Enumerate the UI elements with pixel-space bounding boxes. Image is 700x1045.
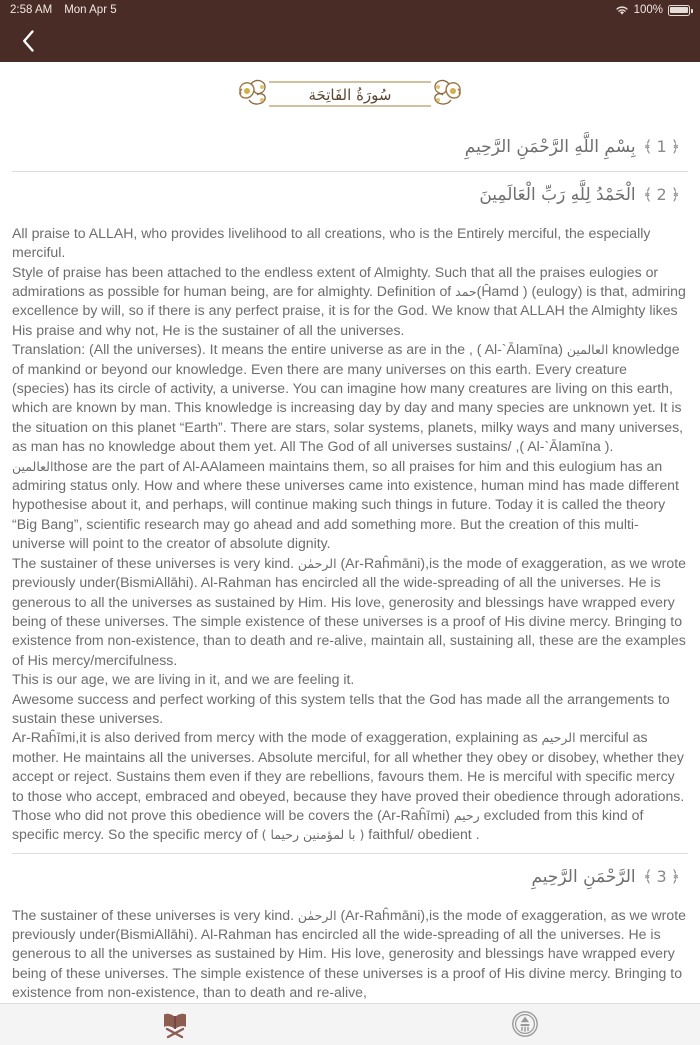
verse-row-1[interactable] — [12, 124, 688, 171]
verse-marker-open-2: ﴿ — [670, 184, 680, 204]
chevron-left-icon — [22, 30, 35, 52]
tafsir-text: Translation: (All the universes). It means the entire universe as are in the , ( Al-`Ālamīna) — [12, 341, 567, 358]
status-time: 2:58 AM — [10, 4, 53, 16]
tafsir-paragraph — [12, 728, 688, 844]
verse-marker-close-1: ﴾ — [643, 137, 653, 156]
verse-marker-open-1: ﴿ — [670, 137, 680, 156]
quran-book-icon — [160, 1010, 190, 1038]
arabic-inline-raheem-1: الرحيم — [541, 730, 576, 746]
verse-arabic-3: الرَّحْمَنِ الرَّحِيمِ — [531, 866, 636, 887]
surah-content-scroll[interactable] — [0, 62, 700, 1003]
navigation-bar — [0, 20, 700, 62]
verse-arabic-1: بِسْمِ اللَّهِ الرَّحْمَنِ الرَّحِيمِ — [464, 137, 636, 157]
arabic-inline-bilmumineen: ( با لمؤمنين رحيما ) — [261, 827, 365, 843]
tafsir-text: (Ĥamd ) (eulogy) is that, admiring excellence by will, so if there is any perfect praise, it is for the God. We know that ALLAH the Almighty likes His praise and why not, He is the sustainer of all the universes. — [12, 283, 686, 338]
surah-title-banner — [12, 62, 688, 124]
arabic-inline-hamd: حمد — [455, 284, 477, 299]
tafsir-text: The sustainer of these universes is very kind. — [12, 554, 298, 571]
wifi-icon — [615, 5, 629, 16]
tafsir-paragraph: All praise to ALLAH, who provides livelihood to all creations, who is the Entirely merciful, the especially merciful. — [12, 224, 651, 261]
tafsir-paragraph — [12, 906, 688, 1003]
verse-number-3: 3 — [656, 866, 667, 886]
battery-icon — [668, 5, 690, 16]
tafsir-text: (Ar-Raĥmāni),is the mode of exaggeration, as we wrote previously under(BismiAllāhi). Al-Rahman has encircled all the wide-spreading of all the universes. He is generous to all the universes as sustained by Him. His love, generosity and blessings have wrapped every being of these universes. The simple existence of these universes is a proof of His divine mercy. Bringing to existence from non-existence, than to death and re-alive, — [12, 906, 686, 1001]
tafsir-text: Ar-Raĥīmi,it is also derived from mercy with the mode of exaggeration, explaining as — [12, 729, 542, 746]
tafsir-text: The sustainer of these universes is very kind. — [12, 906, 298, 923]
tafsir-paragraph — [12, 340, 688, 553]
tafsir-text: merciful as mother. He maintains all the universes. Absolute merciful, for all whether they obey or disobey, whether they accept or reject. Sustains them even if they are rebellions, favours them. He is merciful with specific mercy to those who accept, embraced and obeyed, because they have proved their obedience through adorations. Those who did not prove this obedience will be covers the (Ar-Raĥīmi) — [12, 729, 685, 823]
tafsir-text: (Ar-Raĥmāni),is the mode of exaggeration, as we wrote previously under(BismiAllāhi). Al-Rahman has encircled all the wide-spreading of all the universes. He is generous to all the universes as sustained by Him. His love, generosity and blessings have wrapped every being of these universes. The simple existence of these universes is a proof of His divine mercy. Bringing to existence from non-existence, than to death and re-alive, maintain all, sustaining all, these are the examples of His mercy/mercifulness. — [12, 554, 686, 668]
tafsir-text: knowledge of mankind or beyond our knowledge. Even there are many universes on this earth. Every creature (species) has its circle of activity, a universe. You can imagine how many creatures are living on this earth, which are known by man. This knowledge is increasing day by day and many species are unknown yet. It is the situation on this planet “Earth”. There are stars, solar systems, planets, milky ways and many universes, as man has no knowledge about them yet. All The God of all universes sustains/ ,( Al-`Ālamīna ). — [12, 341, 684, 455]
verse-marker-close-3: ﴾ — [643, 866, 653, 886]
arabic-inline-rahman-v3: الرحمٰن — [297, 907, 337, 923]
verse-arabic-2: الْحَمْدُ لِلَّهِ رَبِّ الْعَالَمِينَ — [479, 184, 636, 205]
arabic-inline-raheem-2: رحيم — [453, 807, 480, 823]
status-bar — [0, 0, 700, 20]
tafsir-verse-3 — [12, 901, 688, 1003]
emblem-medallion-icon — [511, 1010, 539, 1038]
arabic-inline-alamina-2: العالمين — [12, 458, 54, 474]
verse-marker-open-3: ﴿ — [670, 866, 680, 886]
quran-view-button[interactable] — [143, 1005, 207, 1043]
battery-percent-label: 100% — [633, 4, 663, 16]
verse-marker-close-2: ﴾ — [643, 184, 653, 204]
verse-number-1: 1 — [656, 137, 667, 156]
surah-title-text: سُورَةُ الفَاتِحَة — [308, 86, 392, 104]
tafsir-paragraph — [12, 263, 688, 341]
verse-number-2: 2 — [656, 184, 667, 204]
bottom-toolbar — [0, 1003, 700, 1045]
tafsir-text: faithful/ obedient . — [364, 826, 480, 843]
status-bar-left — [10, 4, 117, 16]
emblem-view-button[interactable] — [493, 1005, 557, 1043]
status-bar-right — [615, 4, 690, 16]
tafsir-text: those are the part of Al-AAlameen maintains them, so all praises for him and this eulogium has an admiring status only. How and where these universes came into existence, human mind has made different hypothesise about it, and perhaps, will continue making such things in future. Today it is called the theory “Big Bang”, scientific research may go ahead and add something more. But the creation of this multi-universe will point to the creator of absolute dignity. — [12, 457, 679, 552]
ornament-right — [435, 80, 460, 104]
tafsir-paragraph: Awesome success and perfect working of this system tells that the God has made all the arrangements to sustain these universes. — [12, 690, 670, 726]
verse-row-3[interactable] — [12, 854, 688, 901]
tafsir-verse-2 — [12, 219, 688, 845]
verse-row-2[interactable] — [12, 172, 688, 219]
ornament-left — [240, 80, 265, 104]
back-button[interactable] — [14, 27, 42, 55]
surah-title-ornament — [235, 74, 465, 114]
tafsir-text: excluded from this kind of specific mercy. So the specific mercy of — [12, 806, 644, 843]
status-date: Mon Apr 5 — [64, 4, 117, 16]
tafsir-paragraph — [12, 554, 688, 670]
tafsir-paragraph: This is our age, we are living in it, and we are feeling it. — [12, 671, 355, 688]
tafsir-text: Style of praise has been attached to the endless extent of Almighty. Such that all the praises eulogies or admirations as possible for human being, are for almighty. Definition of — [12, 263, 659, 299]
arabic-inline-rahman: الرحمٰن — [297, 555, 337, 571]
arabic-inline-alamina-1: العالمين — [566, 342, 609, 358]
